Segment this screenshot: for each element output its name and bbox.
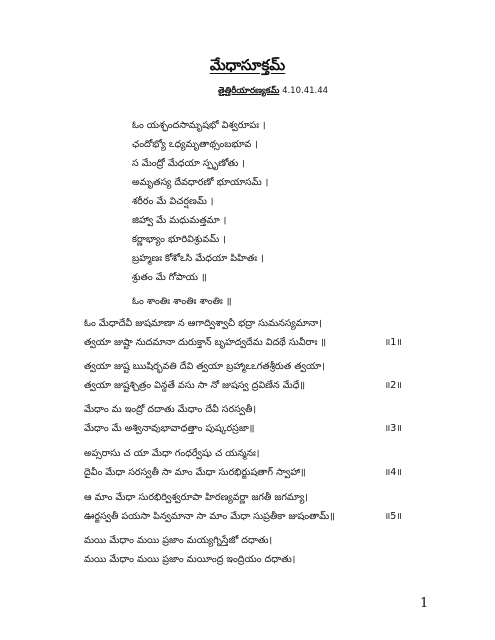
source-name: తైత్తిరీయారణ్యకమ్ bbox=[218, 86, 280, 96]
invocation-line: ఓం యశ్ఛందసామృషభో విశ్వరూపః । bbox=[132, 120, 266, 131]
verse-line: మేధాం మ ఇంద్రో దదాతు మేధాం దేవీ సరస్వతీ। bbox=[84, 404, 257, 415]
invocation-line: శ్రుతం మే గోపాయ ॥ bbox=[132, 272, 207, 283]
invocation-line: జిహ్వా మే మధుమత్తమా । bbox=[132, 215, 227, 226]
verse-number: ॥2॥ bbox=[384, 380, 402, 391]
verse-number: ॥1॥ bbox=[384, 337, 402, 348]
invocation-line: బ్రహ్మణః కోశోఽసి మేధయా పిహితః । bbox=[132, 253, 264, 264]
verse-number: ॥5॥ bbox=[384, 511, 402, 522]
verse-line: ఓం మేధాదేవీ జుషమాణా న ఆగాద్విశ్వాచీ భద్రా సుమనస్యమానా। bbox=[84, 318, 322, 329]
page-title: మేధాసూక్తమ్ bbox=[209, 56, 286, 74]
invocation-line: స మేంద్రో మేధయా స్పృణోతు । bbox=[132, 158, 245, 169]
source-reference bbox=[218, 86, 328, 98]
invocation-line: ఛందోభ్యో ఽధ్యమృతాథ్సంబభూవ । bbox=[132, 139, 258, 150]
shanti-line: ఓం శాంతిః శాంతిః శాంతిః ॥ bbox=[132, 296, 232, 307]
verse-line: ఆ మాం మేధా సురభిర్విశ్వరూపా హిరణ్యవర్ణా జగతీ జగమ్యా। bbox=[84, 492, 308, 503]
invocation-line: కర్ణాభ్యాం భూరివిశ్రువమ్ । bbox=[132, 234, 226, 245]
verse-line: మయి మేధాం మయి ప్రజాం మయ్యగ్నిస్తేజో దధాతు। bbox=[84, 535, 273, 546]
invocation-line: అమృతస్య దేవధారణో భూయాసమ్ । bbox=[132, 177, 269, 188]
verse-line: త్వయా జుష్టా నుదమానా దురుక్తాన్ బృహద్వదేమ విదథే సువీరాః ॥ bbox=[84, 337, 327, 348]
source-ref: 4.10.41.44 bbox=[282, 86, 329, 96]
verse-line: అప్సరాసు చ యా మేధా గంధర్వేషు చ యన్మనః। bbox=[84, 448, 260, 459]
verse-number: ॥3॥ bbox=[384, 423, 402, 434]
invocation-line: శరీరం మే విచర్షణమ్ । bbox=[132, 196, 214, 207]
verse-line: ఊర్జస్వతీ పయసా పిన్వమానా సా మాం మేధా సుప్రతీకా జుషంతామ్॥ bbox=[84, 511, 335, 522]
verse-line: మయి మేధాం మయి ప్రజాం మయీంద్ర ఇంద్రియం దధాతు। bbox=[84, 554, 296, 565]
page-number: 1 bbox=[420, 596, 429, 611]
verse-line: త్వయా జుష్ట ఋషిర్భవతి దేవి త్వయా బ్రహ్మాఽఽగతశ్రీరుత త్వయా। bbox=[84, 361, 325, 372]
verse-line: త్వయా జుష్టశ్చిత్రం విన్దతే వసు సా నో జుషస్వ ద్రవిణేన మేధే॥ bbox=[84, 380, 306, 391]
verse-line: మేధాం మే అశ్వినావుభావాధత్తాం పుష్కరస్రజా॥ bbox=[84, 423, 255, 434]
verse-line: దైవీం మేధా సరస్వతీ సా మాం మేధా సురభిర్జుషతాగ్ స్వాహా॥ bbox=[84, 467, 306, 478]
verse-number: ॥4॥ bbox=[384, 467, 402, 478]
